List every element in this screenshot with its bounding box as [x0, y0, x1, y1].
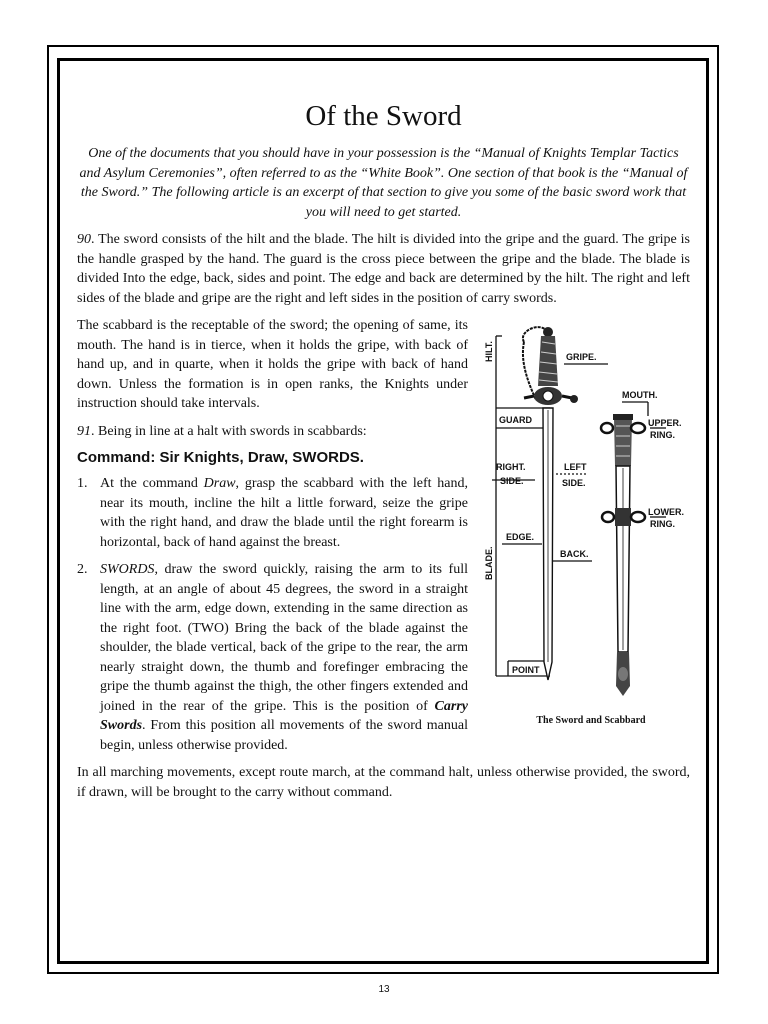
label-left-side-1: LEFT [564, 462, 587, 473]
step-emphasis: Draw [203, 476, 236, 492]
label-guard: GUARD [499, 415, 532, 426]
step-text: , grasp the scabbard with the left hand, near its mouth, incline the hilt a little forward, seize the gripe with the right hand, and draw the blade until the right forearm is horizontal, back of hand against the breast. [100, 476, 469, 550]
label-blade: BLADE. [484, 546, 494, 581]
label-right-side-1: RIGHT. [496, 462, 526, 473]
page-number: 13 [378, 984, 390, 995]
article [77, 98, 690, 810]
intro-paragraph: One of the documents that you should have in your possession is the “Manual of Knights Templar Tactics and Asylum Ceremonies”, often referred to as the “White Book”. One section of that book is the “Manual of the Sword.” The following article is an excerpt of that section to give you some of the basic sword work that you will need to get started. [79, 146, 688, 220]
step-emphasis: SWORDS [100, 562, 155, 578]
label-right-side-2: SIDE. [500, 476, 524, 487]
paragraph-text: . Being in line at a halt with swords in scabbards: [91, 423, 367, 439]
paragraph-number: 90 [77, 232, 91, 248]
steps-list [77, 474, 690, 755]
step-emphasis-bold: Carry Swords [100, 698, 468, 734]
paragraph-number: 91 [77, 423, 91, 439]
label-mouth: MOUTH. [622, 390, 658, 401]
list-number: 2. [77, 562, 88, 578]
label-upper-ring-1: UPPER. [648, 418, 682, 429]
label-back: BACK. [560, 549, 589, 560]
closing-paragraph: In all marching movements, except route march, at the command halt, unless otherwise provided, the sword, if drawn, will be brought to the carry without command. [77, 765, 690, 800]
command-heading: Command: Sir Knights, Draw, SWORDS. [77, 449, 364, 467]
figure-caption: The Sword and Scabbard [536, 715, 646, 727]
paragraph-90 [77, 230, 690, 308]
step-text: At the command [100, 476, 204, 492]
paragraph-text: . The sword consists of the hilt and the blade. The hilt is divided into the gripe and the guard. The gripe is the handle grasped by the hand. The guard is the cross piece between the gripe and the blade. The blade is divided Into the edge, back, sides and point. The edge and back are determined by the hilt. The right and left sides of the blade and gripe are the right and left sides in the position of carry swords. [77, 232, 690, 306]
list-number: 1. [77, 476, 88, 492]
page-title: Of the Sword [305, 100, 462, 132]
label-gripe: GRIPE. [566, 352, 597, 363]
scabbard-paragraph: The scabbard is the receptable of the sword; the opening of same, its mouth. The hand is in tierce, when it holds the gripe, with back of hand up, and in quarte, when it holds the gripe with back of hand down. Unless the formation is in open ranks, the Knights under instruction should take intervals. [77, 318, 468, 412]
label-point: POINT [512, 665, 540, 676]
label-hilt: HILT. [484, 341, 494, 363]
label-upper-ring-2: RING. [650, 430, 676, 441]
label-lower-ring-1: LOWER. [648, 507, 684, 518]
step-text: , draw the sword quickly, raising the arm to its full length, at an angle of about 45 degrees, the sword in a straight line with the arm, edge down, extending in the same direction as the right foot. (TWO) Bring the back of the blade against the shoulder, the blade vertical, back of the gripe to the rear, the arm nearly straight down, the thumb and forefinger embracing the gripe the thumb against the thigh, the other fingers extended and joined in the rear of the gripe. This is the position of [100, 562, 468, 714]
label-lower-ring-2: RING. [650, 519, 676, 530]
list-item [77, 474, 690, 552]
label-left-side-2: SIDE. [562, 478, 586, 489]
step-text: . From this position all movements of the sword manual begin, unless otherwise provided. [100, 718, 468, 753]
list-item [77, 560, 690, 755]
label-edge: EDGE. [506, 532, 535, 543]
